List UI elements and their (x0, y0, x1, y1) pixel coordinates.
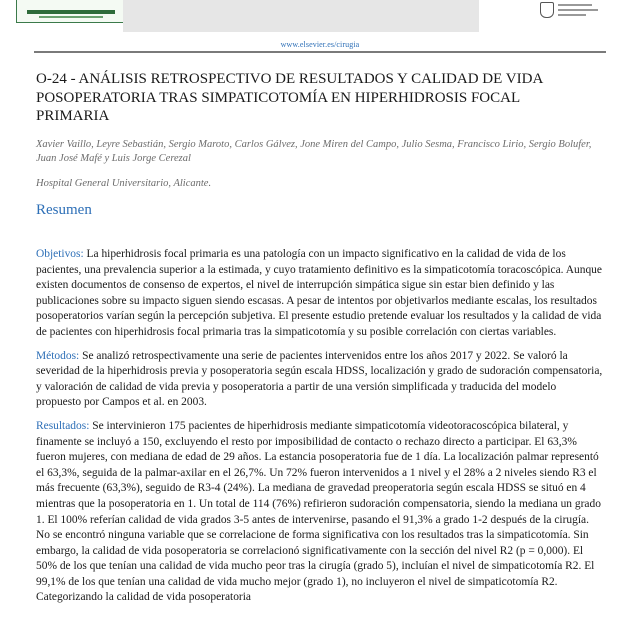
label-resultados: Resultados: (36, 419, 90, 432)
section-heading-resumen: Resumen (36, 202, 92, 218)
article-title: O-24 - ANÁLISIS RETROSPECTIVO DE RESULTADOS Y CALIDAD DE VIDA POSOPERATORIA TRAS SIMPATICOTOMÍA EN HIPERHIDROSIS FOCAL PRIMARIA (36, 71, 543, 124)
affiliation: Hospital General Universitario, Alicante. (36, 178, 212, 189)
text-resultados: Se intervinieron 175 pacientes de hiperhidrosis mediante simpaticotomía videotoracoscópica bilateral, y finamente se incluyó a 150, excluyendo el resto por imposibilidad de contacto o rechazo directo a participar. El 63,3% fueron mujeres, con mediana de edad de 29 años. La estancia posoperatoria fue de 1 día. La localización palmar representó el 63,3%, seguida de la palmar-axilar en el 26,7%. Un 72% fueron intervenidos a 1 nivel y el 28% a 2 niveles siendo R3 el más frecuente (63,3%), seguido de R3-4 (24%). La mediana de gravedad preoperatoria según escala HDSS se situó en 4 mientras que la posoperatoria en 1. Un total de 114 (76%) refirieron sudoración compensatoria, siendo la mediana un grado 1. El 100% referían calidad de vida grados 3-5 antes de intervenirse, pasando el 91,3% a grado 1-2 después de la cirugía. No se encontró ninguna variable que se correlacione de forma significativa con los resultados tras la simpaticotomía. Sin embargo, la calidad de vida posoperatoria se correlacionó significativamente con la sección del nivel R2 (p = 0,000). El 50% de los que tenían una calidad de vida mucho peor tras la cirugía (grado 5), incluían el nivel de simpaticotomía R2. El 99,1% de los que tenían una calidad de vida mucho mejor (grado 1), no incluyeron el nivel de simpaticotomía R2. Categorizando la calidad de vida posoperatoria (36, 419, 601, 604)
journal-logo (16, 0, 126, 23)
paragraph-metodos (36, 349, 604, 411)
label-metodos: Métodos: (36, 349, 80, 362)
author-list: Xavier Vaillo, Leyre Sebastián, Sergio Maroto, Carlos Gálvez, Jone Miren del Campo, Julio Sesma, Francisco Lirio, Sergio Bolufer, Juan José Mafé y Luis Jorge Cerezal (36, 139, 592, 164)
text-objetivos: La hiperhidrosis focal primaria es una patología con un impacto significativo en la calidad de vida de los pacientes, una prevalencia superior a la estimada, y cuyo tratamiento definitivo es la simpaticotomía toracoscópica. Aunque existen documentos de consenso de expertos, el nivel de interrupción simpática sigue sin estar bien definido y las publicaciones sobre su impacto siguen siendo escasas. A pesar de intentos por objetivarlos mediante escalas, los resultados posoperatorios varían según la percepción subjetiva. El presente estudio pretende evaluar los resultados y la calidad de vida de pacientes con hiperhidrosis focal primaria tras la simpaticotomía y su posible correlación con ciertas variables. (36, 248, 602, 338)
label-objetivos: Objetivos: (36, 248, 84, 260)
journal-header (0, 0, 640, 34)
header-divider (34, 51, 606, 53)
journal-banner-image (123, 0, 479, 32)
text-metodos: Se analizó retrospectivamente una serie de pacientes intervenidos entre los años 2017 y 2022. Se valoró la severidad de la hiperhidrosis previa y posoperatoria según escala HDSS, localización y grado de sudoración compensatoria, y valoración de calidad de vida previa y posoperatoria a partir de una versión simplificada y traducida del modelo propuesto por Campos et al. en 2003. (36, 349, 603, 409)
society-logo (540, 0, 602, 20)
paragraph-resultados (36, 419, 604, 606)
journal-url-link[interactable]: www.elsevier.es/cirugia (280, 40, 360, 49)
abstract-body (36, 247, 604, 614)
paragraph-objetivos (36, 247, 604, 341)
